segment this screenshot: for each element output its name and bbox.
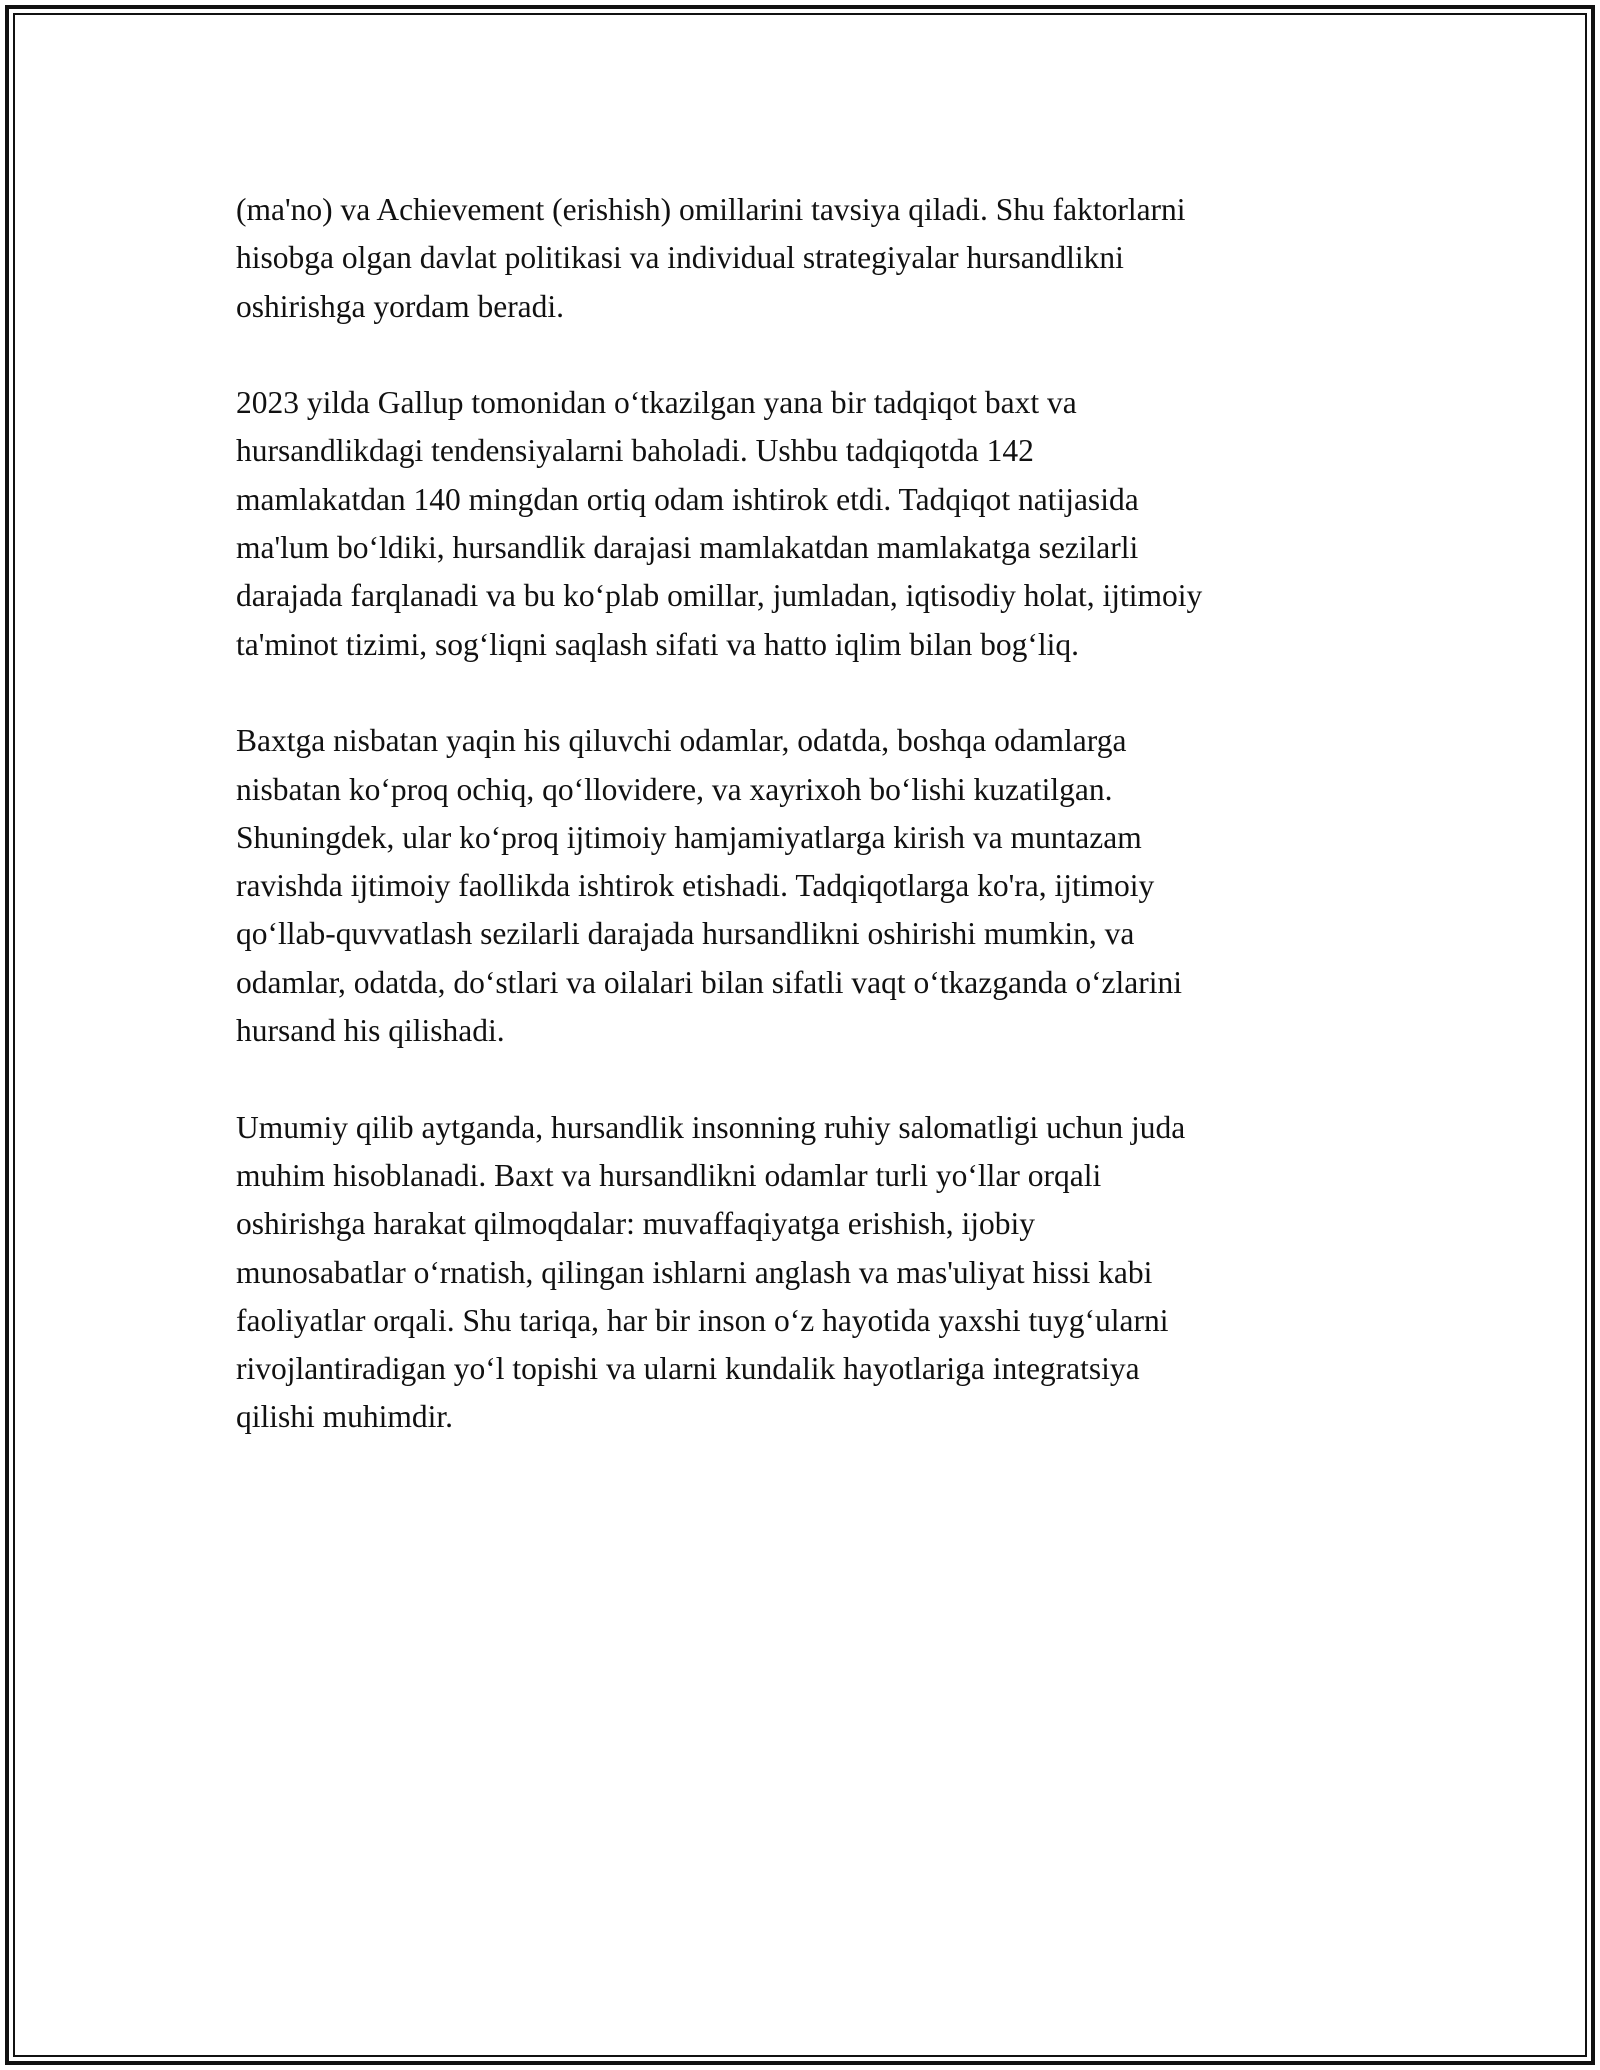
paragraph-3: Baxtga nisbatan yaqin his qiluvchi odamlar, odatda, boshqa odamlarga nisbatan ko‘proq ochiq, qo‘llovidere, va xayrixoh bo‘lishi kuzatilgan. Shuningdek, ular ko‘proq ijtimoiy hamjamiyatlarga kirish va muntazam ravishda ijtimoiy faollikda ishtirok etishadi. Tadqiqotlarga ko'ra, ijtimoiy qo‘llab-quvvatlash sezilarli darajada hursandlikni oshirishi mumkin, va odamlar, odatda, do‘stlari va oilalari bilan sifatli vaqt o‘tkazganda o‘zlarini hursand his qilishadi. bbox=[236, 723, 1183, 1049]
paragraph-1: (ma'no) va Achievement (erishish) omillarini tavsiya qiladi. Shu faktorlarni hisobga olgan davlat politikasi va individual strategiyalar hursandlikni oshirishga yordam beradi. bbox=[236, 192, 1186, 324]
paragraph-4: Umumiy qilib aytganda, hursandlik insonning ruhiy salomatligi uchun juda muhim hisoblanadi. Baxt va hursandlikni odamlar turli yo‘llar orqali oshirishga harakat qilmoqdalar: muvaffaqiyatga erishish, ijobiy munosabatlar o‘rnatish, qilingan ishlarni anglash va mas'uliyat hissi kabi faoliyatlar orqali. Shu tariqa, har bir inson o‘z hayotida yaxshi tuyg‘ularni rivojlantiradigan yo‘l topishi va ularni kundalik hayotlariga integratsiya qilishi muhimdir. bbox=[236, 1109, 1186, 1435]
paragraph-2: 2023 yilda Gallup tomonidan o‘tkazilgan yana bir tadqiqot baxt va hursandlikdagi tendensiyalarni baholadi. Ushbu tadqiqotda 142 mamlakatdan 140 mingdan ortiq odam ishtirok etdi. Tadqiqot natijasida ma'lum bo‘ldiki, hursandlik darajasi mamlakatdan mamlakatga sezilarli darajada farqlanadi va bu ko‘plab omillar, jumladan, iqtisodiy holat, ijtimoiy ta'minot tizimi, sog‘liqni saqlash sifati va hatto iqlim bilan bog‘liq. bbox=[236, 385, 1203, 662]
document-body bbox=[236, 186, 1366, 1442]
